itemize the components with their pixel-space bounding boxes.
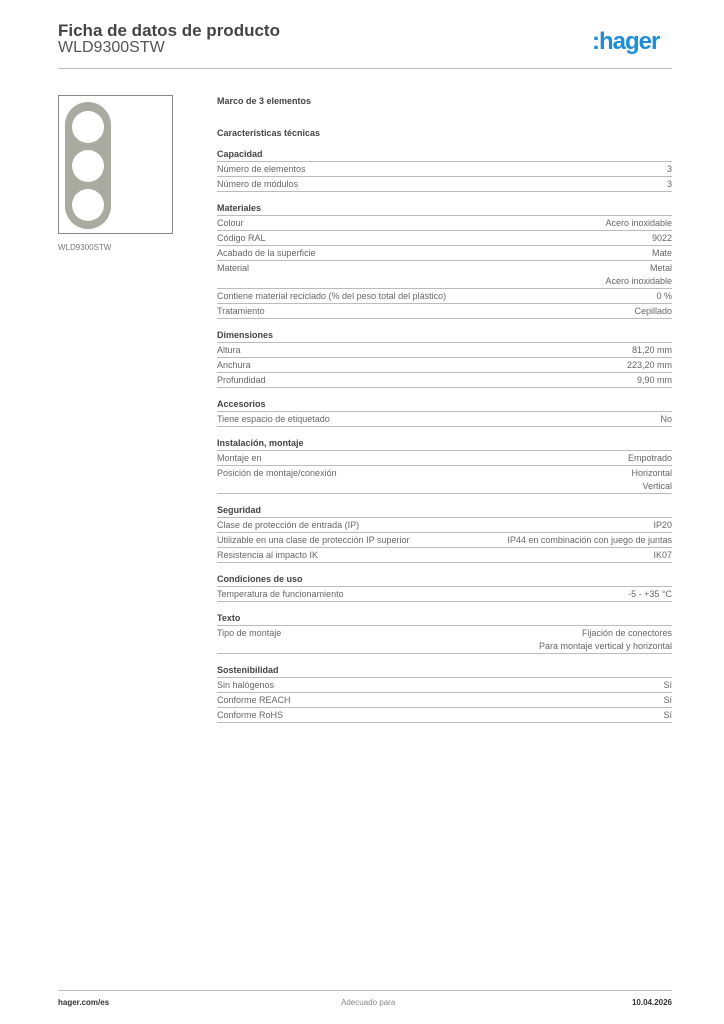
spec-value: Sí — [663, 680, 672, 690]
spec-value: Empotrado — [627, 453, 672, 463]
spec-label: Anchura — [217, 360, 251, 370]
section-title: Dimensiones — [217, 329, 672, 343]
spec-row — [217, 261, 672, 289]
spec-row — [217, 451, 672, 466]
spec-section — [217, 148, 672, 192]
spec-section — [217, 664, 672, 723]
section-title: Capacidad — [217, 148, 672, 162]
spec-label: Tipo de montaje — [217, 628, 282, 638]
page-title: Ficha de datos de producto — [58, 21, 280, 40]
spec-row — [217, 626, 672, 654]
spec-label: Clase de protección de entrada (IP) — [217, 520, 360, 530]
product-image — [58, 95, 173, 234]
spec-label: Profundidad — [217, 375, 266, 385]
spec-value: 81,20 mm — [631, 345, 672, 355]
spec-section — [217, 573, 672, 602]
spec-value: IP20 — [653, 520, 672, 530]
footer-divider — [58, 990, 672, 991]
spec-value: 9022 — [651, 233, 672, 243]
spec-label: Conforme REACH — [217, 695, 291, 705]
footer-middle: Adecuado para — [341, 998, 396, 1007]
product-name: Marco de 3 elementos — [217, 96, 312, 106]
spec-row — [217, 533, 672, 548]
spec-row — [217, 162, 672, 177]
spec-label: Material — [217, 263, 250, 273]
spec-label: Número de elementos — [217, 164, 306, 174]
spec-row — [217, 708, 672, 723]
spec-value: 3 — [666, 164, 672, 174]
spec-label: Contiene material reciclado (% del peso total del plástico) — [217, 291, 447, 301]
spec-row — [217, 343, 672, 358]
spec-section — [217, 398, 672, 427]
section-title: Accesorios — [217, 398, 672, 412]
spec-value: 223,20 mm — [626, 360, 672, 370]
spec-row — [217, 466, 672, 494]
spec-value: Cepillado — [634, 306, 672, 316]
spec-value: Fijación de conectores Para montaje vertical y horizontal — [538, 628, 672, 651]
spec-section — [217, 437, 672, 494]
section-title: Instalación, montaje — [217, 437, 672, 451]
spec-label: Número de módulos — [217, 179, 299, 189]
product-code: WLD9300STW — [58, 39, 165, 56]
spec-value: IK07 — [653, 550, 672, 560]
spec-row — [217, 177, 672, 192]
image-caption: WLD9300STW — [58, 243, 112, 252]
header-divider — [58, 68, 672, 69]
spec-value: -5 - +35 °C — [628, 589, 672, 599]
spec-row — [217, 412, 672, 427]
spec-value: 3 — [666, 179, 672, 189]
section-title: Sostenibilidad — [217, 664, 672, 678]
spec-value: 9,90 mm — [636, 375, 672, 385]
section-title: Condiciones de uso — [217, 573, 672, 587]
spec-label: Posición de montaje/conexión — [217, 468, 337, 478]
spec-label: Resistencia al impacto IK — [217, 550, 319, 560]
spec-label: Tiene espacio de etiquetado — [217, 414, 330, 424]
spec-label: Utilizable en una clase de protección IP superior — [217, 535, 410, 545]
spec-row — [217, 373, 672, 388]
hager-logo: :hager — [592, 28, 660, 55]
spec-label: Tratamiento — [217, 306, 265, 316]
spec-label: Altura — [217, 345, 241, 355]
section-title: Texto — [217, 612, 672, 626]
spec-content — [217, 96, 672, 723]
spec-label: Colour — [217, 218, 244, 228]
spec-section — [217, 202, 672, 319]
spec-row — [217, 216, 672, 231]
spec-value: Horizontal Vertical — [631, 468, 672, 491]
spec-value: Mate — [651, 248, 672, 258]
spec-label: Código RAL — [217, 233, 266, 243]
spec-value: Acero inoxidable — [605, 218, 672, 228]
spec-row — [217, 289, 672, 304]
spec-value: Sí — [663, 710, 672, 720]
spec-label: Conforme RoHS — [217, 710, 284, 720]
spec-section — [217, 612, 672, 654]
spec-label: Acabado de la superficie — [217, 248, 316, 258]
spec-label: Montaje en — [217, 453, 262, 463]
footer-date: 10.04.2026 — [631, 998, 672, 1007]
spec-section — [217, 504, 672, 563]
spec-row — [217, 693, 672, 708]
spec-label: Temperatura de funcionamiento — [217, 589, 344, 599]
spec-value: 0 % — [656, 291, 672, 301]
spec-row — [217, 358, 672, 373]
spec-row — [217, 587, 672, 602]
spec-value: Metal Acero inoxidable — [605, 263, 672, 286]
spec-label: Sin halógenos — [217, 680, 275, 690]
spec-value: IP44 en combinación con juego de juntas — [507, 535, 672, 545]
spec-row — [217, 678, 672, 693]
section-title: Materiales — [217, 202, 672, 216]
spec-value: Sí — [663, 695, 672, 705]
section-title: Seguridad — [217, 504, 672, 518]
spec-row — [217, 518, 672, 533]
spec-row — [217, 304, 672, 319]
spec-value: No — [660, 414, 672, 424]
spec-row — [217, 548, 672, 563]
spec-row — [217, 231, 672, 246]
spec-section — [217, 329, 672, 388]
tech-title: Características técnicas — [217, 128, 321, 138]
footer-website[interactable]: hager.com/es — [58, 998, 110, 1007]
spec-row — [217, 246, 672, 261]
